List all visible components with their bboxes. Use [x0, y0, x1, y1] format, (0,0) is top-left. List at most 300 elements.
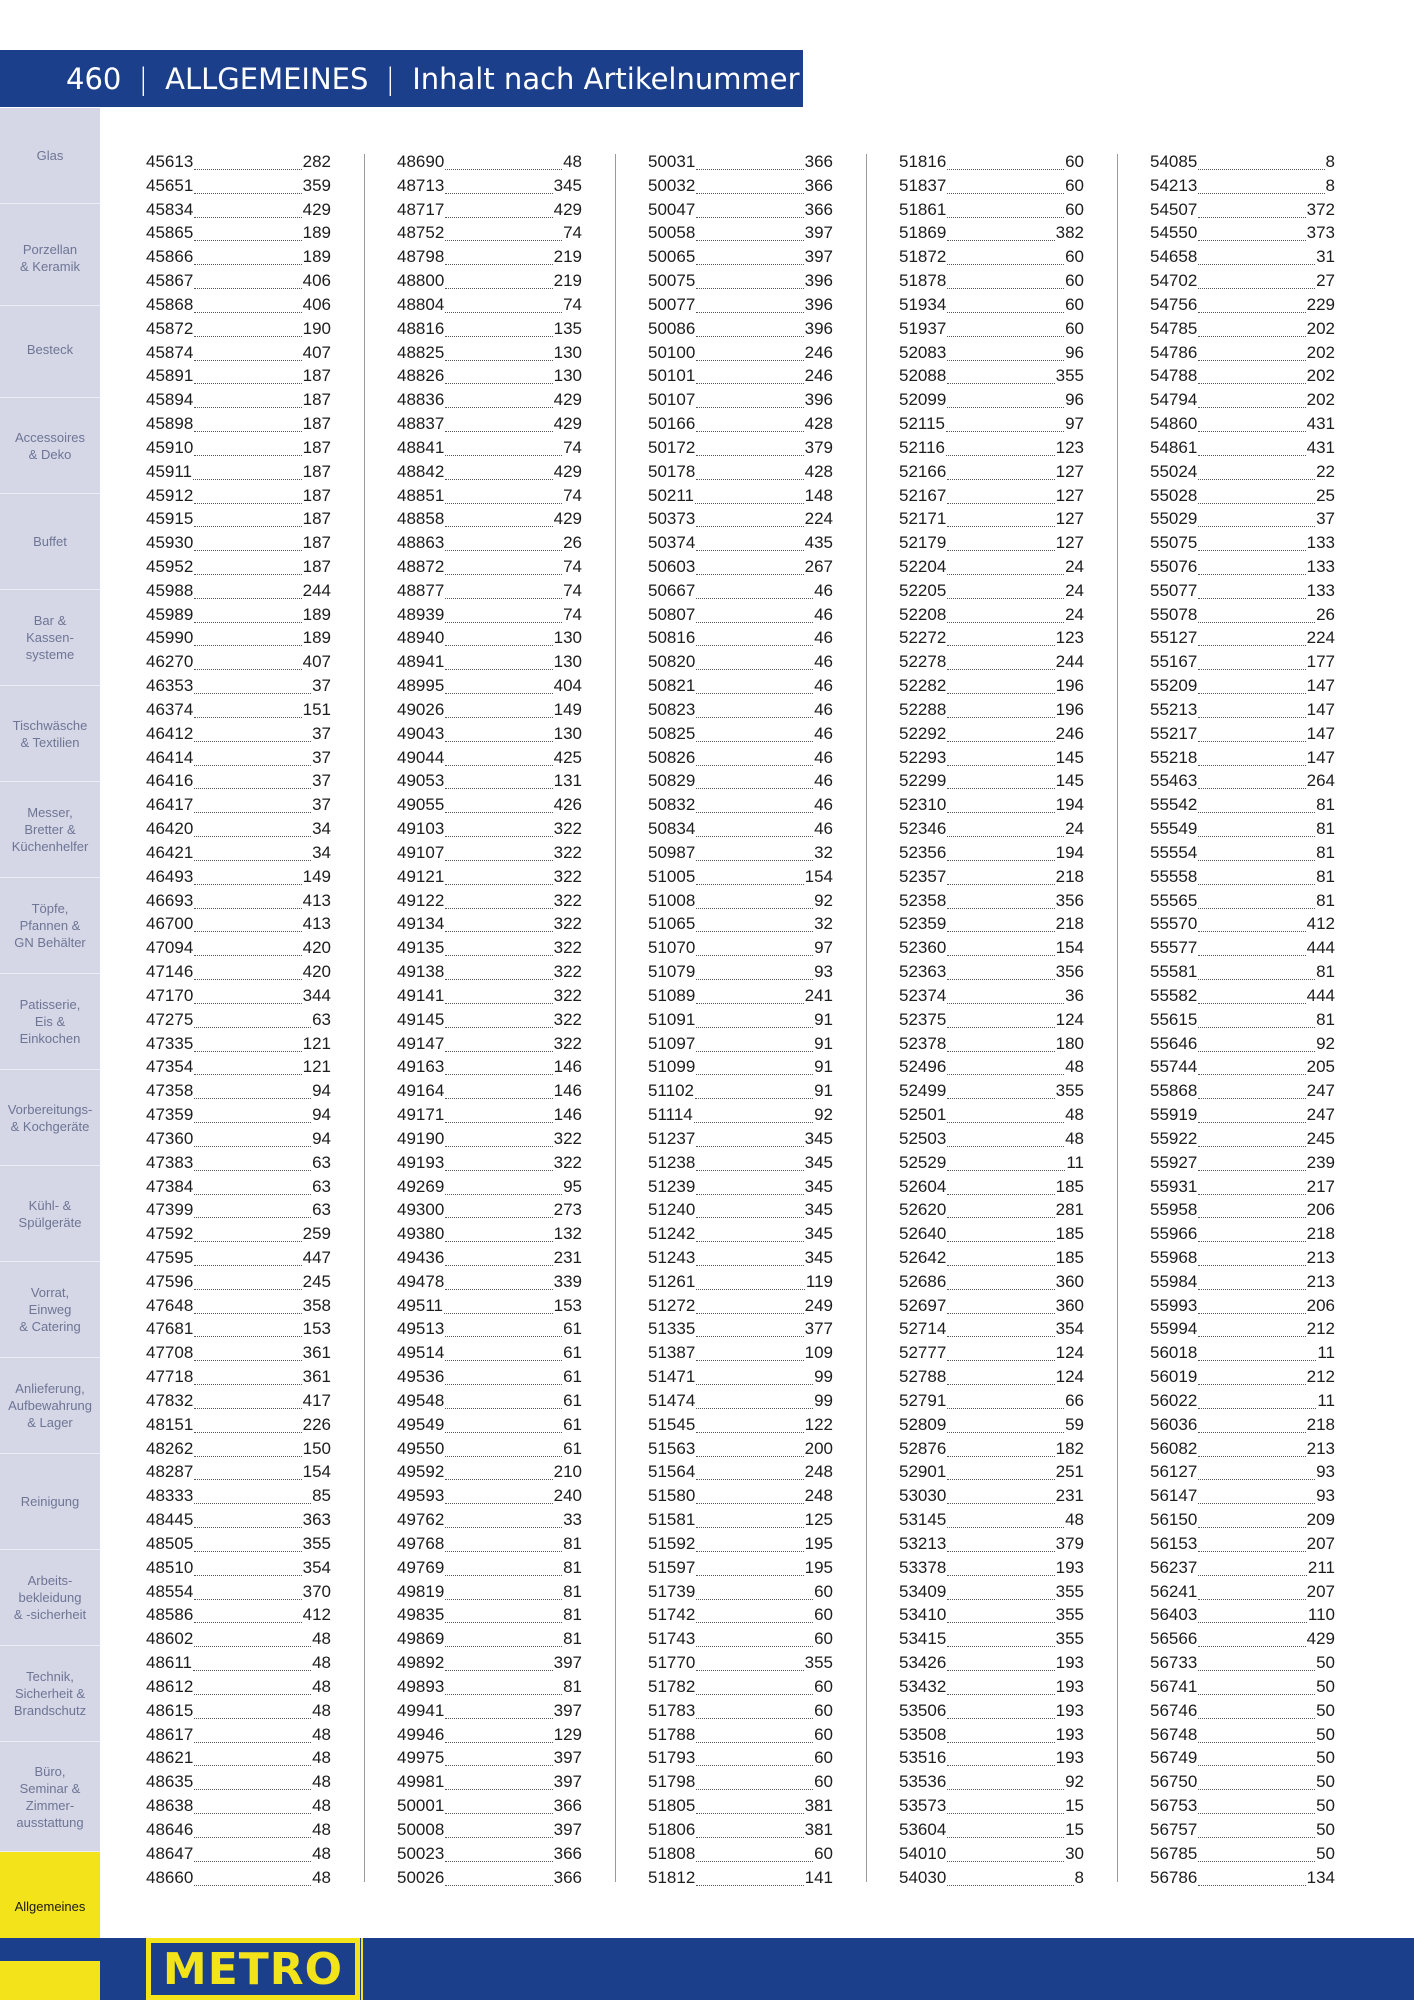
index-row: [899, 245, 1084, 269]
page-reference: 81: [1316, 962, 1335, 982]
leader-dots: [1198, 440, 1305, 456]
index-row: [1150, 531, 1335, 555]
index-row: [397, 507, 582, 531]
sidebar-item[interactable]: Messer, Bretter & Küchenhelfer: [0, 782, 100, 878]
page-reference: 50: [1316, 1748, 1335, 1768]
article-number: 52788: [899, 1367, 947, 1387]
article-number: 49055: [397, 795, 445, 815]
page-reference: 135: [553, 318, 582, 338]
leader-dots: [947, 773, 1054, 789]
index-row: [397, 555, 582, 579]
leader-dots: [947, 1798, 1064, 1814]
page-reference: 202: [1306, 342, 1335, 362]
page-reference: 406: [302, 271, 331, 291]
article-number: 49044: [397, 747, 445, 767]
leader-dots: [1198, 773, 1305, 789]
leader-dots: [194, 988, 301, 1004]
article-number: 51005: [648, 866, 696, 886]
index-row: [648, 936, 833, 960]
page-reference: 91: [814, 1057, 833, 1077]
page-reference: 231: [553, 1248, 582, 1267]
sidebar-item[interactable]: Besteck: [0, 302, 100, 398]
sidebar-item[interactable]: Reinigung: [0, 1454, 100, 1550]
index-row: [648, 1413, 833, 1437]
article-number: 56403: [1150, 1605, 1198, 1625]
leader-dots: [696, 940, 813, 956]
page-reference: 63: [312, 1200, 331, 1220]
article-number: 54861: [1150, 437, 1198, 457]
article-number: 55968: [1150, 1248, 1198, 1267]
leader-dots: [1198, 750, 1305, 766]
index-row: [146, 1341, 331, 1365]
leader-dots: [194, 1822, 311, 1838]
page-reference: 92: [814, 1105, 833, 1125]
article-number: 49835: [397, 1605, 445, 1625]
leader-dots: [445, 988, 552, 1004]
article-number: 48333: [146, 1486, 194, 1506]
page-reference: 396: [804, 294, 833, 314]
index-row: [397, 1294, 582, 1318]
page-reference: 425: [553, 747, 582, 767]
article-number: 54010: [899, 1843, 947, 1863]
leader-dots: [445, 1679, 562, 1695]
page-reference: 377: [804, 1319, 833, 1339]
leader-dots: [445, 297, 562, 313]
page-reference: 25: [1316, 485, 1335, 505]
leader-dots: [445, 1107, 552, 1123]
leader-dots: [445, 1131, 552, 1147]
leader-dots: [445, 1059, 552, 1075]
page-reference: 444: [1306, 985, 1335, 1005]
index-row: [1150, 412, 1335, 436]
index-row: [397, 341, 582, 365]
index-row: [899, 364, 1084, 388]
page-reference: 193: [1055, 1676, 1084, 1696]
index-row: [146, 603, 331, 627]
index-row: [146, 484, 331, 508]
leader-dots: [947, 1298, 1054, 1314]
leader-dots: [696, 464, 803, 480]
page-reference: 207: [1306, 1581, 1335, 1601]
index-row: [1150, 460, 1335, 484]
page-reference: 154: [1055, 938, 1084, 958]
leader-dots: [445, 321, 552, 337]
page-reference: 245: [1306, 1128, 1335, 1148]
article-number: 52809: [899, 1414, 947, 1434]
page-reference: 92: [1065, 1772, 1084, 1792]
index-row: [1150, 293, 1335, 317]
index-row: [648, 484, 833, 508]
article-number: 55570: [1150, 914, 1198, 934]
article-number: 49043: [397, 723, 445, 743]
page-reference: 124: [1055, 1367, 1084, 1387]
article-number: 50373: [648, 509, 696, 529]
index-row: [899, 1079, 1084, 1103]
index-row: [1150, 1461, 1335, 1485]
page-reference: 46: [814, 652, 833, 672]
leader-dots: [696, 368, 803, 384]
page-reference: 195: [804, 1533, 833, 1553]
page-reference: 46: [814, 819, 833, 839]
page-reference: 48: [1065, 1128, 1084, 1148]
index-row: [1150, 603, 1335, 627]
page-reference: 189: [302, 247, 331, 267]
sidebar-item[interactable]: Porzellan & Keramik: [0, 210, 100, 306]
leader-dots: [445, 893, 552, 909]
leader-dots: [445, 225, 562, 241]
leader-dots: [194, 916, 301, 932]
article-number: 54860: [1150, 414, 1198, 434]
leader-dots: [445, 1226, 552, 1242]
article-number: 51872: [899, 247, 947, 267]
leader-dots: [1198, 940, 1305, 956]
index-row: [397, 1413, 582, 1437]
page-reference: 366: [804, 175, 833, 195]
index-row: [648, 412, 833, 436]
index-row: [899, 1746, 1084, 1770]
page-reference: 85: [312, 1486, 331, 1506]
index-row: [899, 150, 1084, 174]
leader-dots: [696, 1298, 803, 1314]
index-row: [899, 174, 1084, 198]
index-row: [1150, 1746, 1335, 1770]
article-number: 52293: [899, 747, 947, 767]
leader-dots: [194, 1774, 311, 1790]
page-reference: 396: [804, 318, 833, 338]
page-reference: 34: [312, 819, 331, 839]
index-row: [397, 1508, 582, 1532]
leader-dots: [696, 297, 803, 313]
leader-dots: [947, 488, 1054, 504]
page-reference: 354: [302, 1557, 331, 1577]
article-number: 50008: [397, 1819, 445, 1839]
index-row: [648, 555, 833, 579]
leader-dots: [194, 940, 301, 956]
leader-dots: [194, 535, 301, 551]
column-divider: [1117, 154, 1118, 1882]
leader-dots: [1198, 1274, 1305, 1290]
sidebar-item[interactable]: Büro, Seminar & Zimmer- ausstattung: [0, 1742, 100, 1852]
leader-dots: [696, 988, 803, 1004]
article-number: 48445: [146, 1510, 194, 1530]
article-number: 56022: [1150, 1390, 1198, 1410]
page-reference: 121: [302, 1057, 331, 1077]
page-reference: 361: [302, 1367, 331, 1387]
sidebar-item[interactable]: Tischwäsche & Textilien: [0, 686, 100, 782]
index-row: [397, 1032, 582, 1056]
page-reference: 322: [553, 962, 582, 982]
leader-dots: [194, 1345, 301, 1361]
leader-dots: [445, 511, 552, 527]
index-row: [1150, 1580, 1335, 1604]
page-reference: 94: [312, 1081, 331, 1101]
page-reference: 200: [804, 1438, 833, 1458]
page-reference: 48: [312, 1796, 331, 1816]
index-row: [648, 1842, 833, 1866]
article-number: 49103: [397, 819, 445, 839]
sidebar-item[interactable]: Buffet: [0, 494, 100, 590]
leader-dots: [1198, 1727, 1315, 1743]
article-number: 55582: [1150, 985, 1198, 1005]
page-reference: 147: [1306, 699, 1335, 719]
article-number: 51743: [648, 1629, 696, 1649]
index-row: [648, 984, 833, 1008]
leader-dots: [445, 845, 552, 861]
page-reference: 218: [1055, 866, 1084, 886]
index-row: [1150, 1294, 1335, 1318]
index-row: [397, 436, 582, 460]
leader-dots: [445, 178, 552, 194]
sidebar-item[interactable]: Anlieferung, Aufbewahrung & Lager: [0, 1358, 100, 1454]
leader-dots: [947, 1345, 1054, 1361]
article-number: 45898: [146, 414, 194, 434]
page-reference: 360: [1055, 1295, 1084, 1315]
leader-dots: [696, 1727, 813, 1743]
leader-dots: [194, 1441, 301, 1457]
leader-dots: [1198, 1584, 1305, 1600]
article-number: 46693: [146, 890, 194, 910]
page-reference: 429: [302, 199, 331, 219]
article-number: 48837: [397, 414, 445, 434]
index-row: [397, 1079, 582, 1103]
page-reference: 187: [302, 390, 331, 410]
article-number: 45865: [146, 223, 194, 243]
page-reference: 246: [804, 366, 833, 386]
article-number: 50058: [648, 223, 696, 243]
index-row: [899, 1222, 1084, 1246]
page-reference: 213: [1306, 1271, 1335, 1291]
leader-dots: [194, 750, 311, 766]
index-row: [146, 1699, 331, 1723]
leader-dots: [1198, 845, 1315, 861]
index-row: [1150, 1103, 1335, 1127]
leader-dots: [445, 1012, 552, 1028]
leader-dots: [696, 1536, 803, 1552]
index-row: [146, 412, 331, 436]
article-number: 47681: [146, 1319, 194, 1339]
leader-dots: [194, 511, 301, 527]
leader-dots: [696, 1369, 813, 1385]
index-row: [146, 746, 331, 770]
article-number: 52167: [899, 485, 947, 505]
page-reference: 219: [553, 247, 582, 267]
page-reference: 202: [1306, 366, 1335, 386]
page-reference: 267: [804, 556, 833, 576]
leader-dots: [194, 1036, 301, 1052]
leader-dots: [1198, 916, 1305, 932]
leader-dots: [696, 273, 803, 289]
page-reference: 219: [553, 271, 582, 291]
logo-text: METRO: [162, 1943, 344, 1995]
page-reference: 247: [1306, 1081, 1335, 1101]
article-number: 51597: [648, 1557, 696, 1577]
page-reference: 30: [1065, 1843, 1084, 1863]
sidebar-item[interactable]: Vorbereitungs- & Kochgeräte: [0, 1070, 100, 1166]
page-reference: 93: [1316, 1462, 1335, 1482]
page-reference: 413: [302, 914, 331, 934]
leader-dots: [194, 345, 301, 361]
index-row: [899, 198, 1084, 222]
article-number: 47335: [146, 1033, 194, 1053]
leader-dots: [696, 1488, 803, 1504]
leader-dots: [194, 583, 301, 599]
sidebar-item[interactable]: Accessoires & Deko: [0, 398, 100, 494]
index-row: [146, 1508, 331, 1532]
sidebar-item[interactable]: Allgemeines: [0, 1852, 100, 1961]
article-number: 52310: [899, 795, 947, 815]
page-reference: 429: [553, 414, 582, 434]
leader-dots: [696, 702, 813, 718]
header-separator: |: [138, 61, 149, 96]
sidebar-item[interactable]: Bar & Kassen- systeme: [0, 590, 100, 686]
article-number: 51102: [648, 1081, 695, 1101]
leader-dots: [445, 1560, 562, 1576]
metro-logo: [146, 1938, 360, 2000]
article-number: 56019: [1150, 1367, 1198, 1387]
leader-dots: [1198, 535, 1305, 551]
index-row: [648, 364, 833, 388]
leader-dots: [194, 726, 311, 742]
leader-dots: [947, 1607, 1054, 1623]
article-number: 50100: [648, 342, 696, 362]
leader-dots: [445, 416, 552, 432]
article-number: 52503: [899, 1128, 947, 1148]
article-number: 56241: [1150, 1581, 1198, 1601]
article-number: 50211: [648, 485, 695, 505]
index-row: [397, 1270, 582, 1294]
index-row: [648, 1079, 833, 1103]
index-row: [648, 722, 833, 746]
leader-dots: [947, 321, 1064, 337]
article-number: 51097: [648, 1033, 696, 1053]
leader-dots: [1198, 1298, 1305, 1314]
article-number: 48262: [146, 1438, 194, 1458]
index-row: [648, 1770, 833, 1794]
index-row: [1150, 341, 1335, 365]
article-number: 50987: [648, 842, 696, 862]
page-reference: 127: [1055, 509, 1084, 529]
page-reference: 212: [1306, 1319, 1335, 1339]
index-row: [146, 1318, 331, 1342]
index-row: [1150, 817, 1335, 841]
index-row: [648, 1627, 833, 1651]
page-reference: 322: [553, 1033, 582, 1053]
page-reference: 206: [1306, 1200, 1335, 1220]
article-number: 54213: [1150, 175, 1198, 195]
index-row: [1150, 793, 1335, 817]
page-reference: 124: [1055, 1343, 1084, 1363]
page-reference: 244: [302, 580, 331, 600]
index-row: [899, 1341, 1084, 1365]
sidebar-item[interactable]: Kühl- & Spülgeräte: [0, 1166, 100, 1262]
leader-dots: [445, 1179, 562, 1195]
index-row: [146, 1651, 331, 1675]
page-reference: 48: [312, 1676, 331, 1696]
article-number: 47708: [146, 1343, 194, 1363]
page-reference: 81: [1316, 842, 1335, 862]
leader-dots: [445, 488, 562, 504]
index-row: [899, 1770, 1084, 1794]
index-row: [146, 913, 331, 937]
page-reference: 60: [814, 1724, 833, 1744]
article-number: 55565: [1150, 890, 1198, 910]
article-number: 52378: [899, 1033, 947, 1053]
article-number: 49163: [397, 1057, 445, 1077]
leader-dots: [194, 416, 301, 432]
index-row: [648, 1556, 833, 1580]
index-row: [397, 150, 582, 174]
leader-dots: [1198, 273, 1315, 289]
page-reference: 273: [553, 1200, 582, 1220]
index-row: [1150, 198, 1335, 222]
sidebar-item[interactable]: Glas: [0, 108, 100, 204]
sidebar-item[interactable]: Töpfe, Pfannen & GN Behälter: [0, 878, 100, 974]
index-row: [648, 1746, 833, 1770]
index-row: [899, 1842, 1084, 1866]
leader-dots: [194, 1107, 311, 1123]
sidebar-item[interactable]: Arbeits- bekleidung & -sicherheit: [0, 1550, 100, 1646]
index-row: [1150, 1604, 1335, 1628]
index-row: [648, 1032, 833, 1056]
index-row: [397, 960, 582, 984]
page-reference: 149: [302, 866, 331, 886]
article-number: 55581: [1150, 962, 1198, 982]
article-number: 53378: [899, 1557, 947, 1577]
leader-dots: [445, 464, 552, 480]
page-reference: 48: [312, 1653, 331, 1673]
page-reference: 202: [1306, 390, 1335, 410]
article-number: 49981: [397, 1772, 445, 1792]
index-row: [1150, 221, 1335, 245]
leader-dots: [947, 654, 1054, 670]
leader-dots: [696, 1607, 813, 1623]
article-number: 47384: [146, 1176, 194, 1196]
article-number: 47358: [146, 1081, 194, 1101]
leader-dots: [696, 1179, 803, 1195]
article-number: 52288: [899, 699, 947, 719]
sidebar-item[interactable]: Vorrat, Einweg & Catering: [0, 1262, 100, 1358]
sidebar-item[interactable]: Technik, Sicherheit & Brandschutz: [0, 1646, 100, 1742]
page-reference: 92: [814, 890, 833, 910]
leader-dots: [696, 916, 813, 932]
page-reference: 213: [1306, 1438, 1335, 1458]
page-reference: 147: [1306, 676, 1335, 696]
article-number: 51239: [648, 1176, 696, 1196]
leader-dots: [947, 1488, 1054, 1504]
sidebar-item[interactable]: Patisserie, Eis & Einkochen: [0, 974, 100, 1070]
article-number: 55554: [1150, 842, 1198, 862]
leader-dots: [947, 535, 1054, 551]
leader-dots: [445, 1417, 562, 1433]
leader-dots: [1198, 726, 1305, 742]
page-reference: 122: [804, 1414, 833, 1434]
page-reference: 60: [814, 1843, 833, 1863]
page-reference: 190: [302, 318, 331, 338]
leader-dots: [1198, 869, 1315, 885]
page-reference: 407: [302, 342, 331, 362]
page-reference: 406: [302, 294, 331, 314]
index-row: [648, 1246, 833, 1270]
leader-dots: [445, 1607, 562, 1623]
page-reference: 24: [1065, 556, 1084, 576]
leader-dots: [947, 1441, 1054, 1457]
article-number: 49145: [397, 1009, 445, 1029]
article-number: 52208: [899, 604, 947, 624]
article-number: 51237: [648, 1128, 696, 1148]
leader-dots: [1198, 1202, 1305, 1218]
page-reference: 218: [1306, 1414, 1335, 1434]
article-number: 54756: [1150, 294, 1198, 314]
